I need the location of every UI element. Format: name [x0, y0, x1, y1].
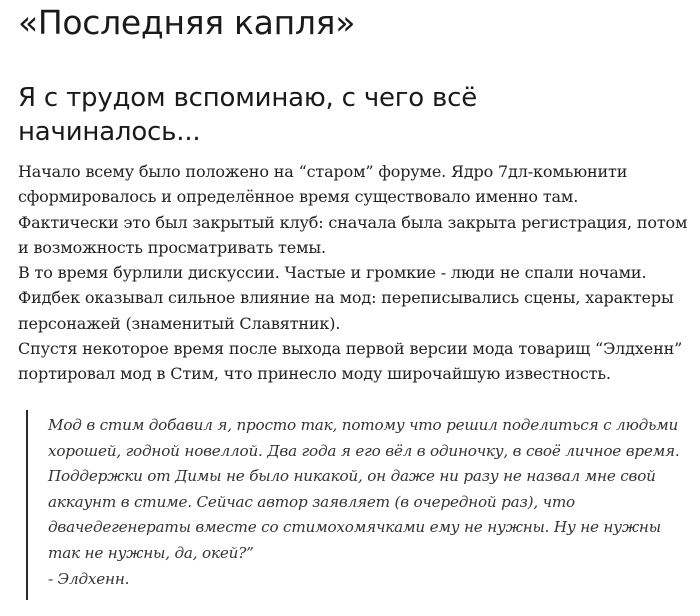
blockquote — [26, 410, 700, 600]
paragraph-line: Фидбек оказывал сильное влияние на мод: переписывались сцены, характеры — [18, 288, 674, 308]
paragraph-line: Фактически это был закрытый клуб: сначала была закрыта регистрация, потом — [18, 212, 688, 232]
paragraph-line: и возможность просматривать темы. — [18, 237, 326, 257]
paragraph-line: персонажей (знаменитый Славятник). — [18, 313, 341, 333]
paragraph-line: Начало всему было положено на “старом” форуме. Ядро 7дл-комьюнити — [18, 162, 628, 181]
paragraph-line: портировал мод в Стим, что принесло моду широчайшую известность. — [18, 364, 611, 384]
quote-line: так не нужны, да, окей?” — [48, 543, 254, 562]
body-paragraph — [18, 159, 690, 387]
quote-line: аккаунт в стиме. Сейчас автор заявляет (в очередной раз), что — [48, 492, 575, 511]
quote-attribution: - Элдхенн. — [48, 569, 130, 588]
section-heading-line: Я с трудом вспоминаю, с чего всё — [18, 83, 478, 113]
quote-text — [48, 410, 700, 592]
paragraph-line: В то время бурлили дискуссии. Частые и громкие - люди не спали ночами. — [18, 263, 647, 283]
section-heading-line: начиналось... — [18, 117, 201, 147]
paragraph-line: Спустя некоторое время после выхода первой версии мода товарищ “Элдхенн” — [18, 339, 683, 359]
page-title: «Последняя капля» — [18, 3, 356, 42]
quote-line: Мод в стим добавил я, просто так, потому что решил поделиться с людьми — [48, 416, 679, 434]
quote-line: хорошей, годной новеллой. Два года я его вёл в одиночку, в своё личное время. — [48, 441, 680, 460]
quote-line: Поддержки от Димы не было никакой, он даже ни разу не назвал мне свой — [48, 467, 656, 486]
section-heading — [18, 81, 578, 149]
paragraph-line: сформировалось и определённое время существовало именно там. — [18, 187, 579, 207]
quote-line: двачедегенераты вместе со стимохомячками ему не нужны. Ну не нужны — [48, 518, 661, 537]
